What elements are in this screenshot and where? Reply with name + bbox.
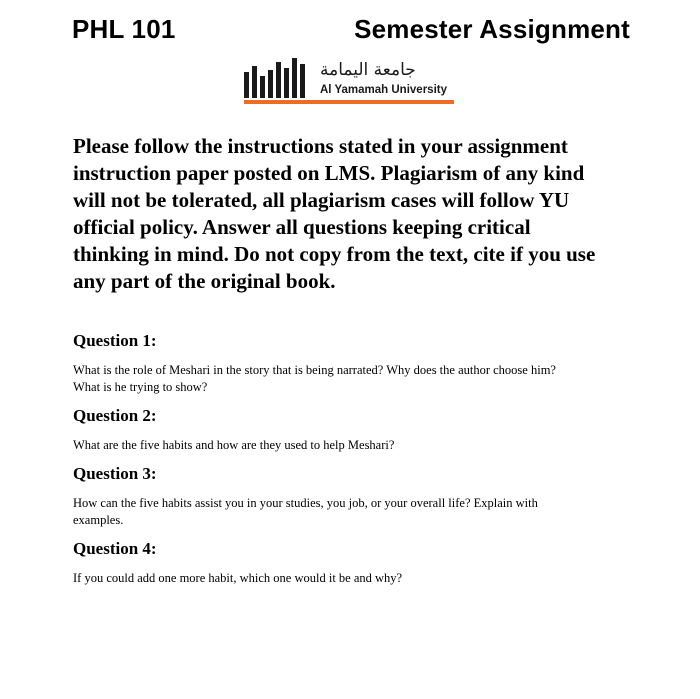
yu-bars-logo-icon <box>244 56 312 106</box>
question-heading: Question 4: <box>73 539 157 558</box>
question-heading: Question 3: <box>73 464 157 483</box>
question-4 <box>73 538 643 587</box>
question-heading: Question 2: <box>73 406 157 425</box>
university-logo <box>244 56 454 106</box>
question-line: What is he trying to show? <box>73 380 208 394</box>
course-code: PHL 101 <box>72 14 176 44</box>
instructions-line: will not be tolerated, all plagiarism cases will follow YU <box>73 188 570 212</box>
question-line: What are the five habits and how are they used to help Meshari? <box>73 438 395 452</box>
question-text <box>73 570 643 587</box>
instructions-line: official policy. Answer all questions keeping critical <box>73 215 531 239</box>
logo-underline <box>244 100 454 105</box>
instructions-line: thinking in mind. Do not copy from the text, cite if you use <box>73 242 596 266</box>
logo-arabic-name: جامعة اليمامة <box>320 60 416 80</box>
question-text <box>73 437 643 454</box>
question-heading: Question 1: <box>73 331 157 350</box>
question-line: What is the role of Meshari in the story that is being narrated? Why does the author choose him? <box>73 363 556 377</box>
question-line: If you could add one more habit, which one would it be and why? <box>73 571 403 585</box>
question-text <box>73 495 643 529</box>
assignment-title: Semester Assignment <box>354 14 630 44</box>
instructions-line: any part of the original book. <box>73 269 336 293</box>
question-2 <box>73 405 643 454</box>
question-line: examples. <box>73 513 124 527</box>
question-line: How can the five habits assist you in your studies, you job, or your overall life? Explain with <box>73 496 538 510</box>
question-text <box>73 362 643 396</box>
instructions-line: instruction paper posted on LMS. Plagiarism of any kind <box>73 161 585 185</box>
question-3 <box>73 463 643 529</box>
question-1 <box>73 330 643 396</box>
instructions-paragraph <box>73 133 633 295</box>
instructions-line: Please follow the instructions stated in your assignment <box>73 134 568 158</box>
logo-english-name: Al Yamamah University <box>320 84 447 96</box>
questions-list <box>73 330 643 596</box>
